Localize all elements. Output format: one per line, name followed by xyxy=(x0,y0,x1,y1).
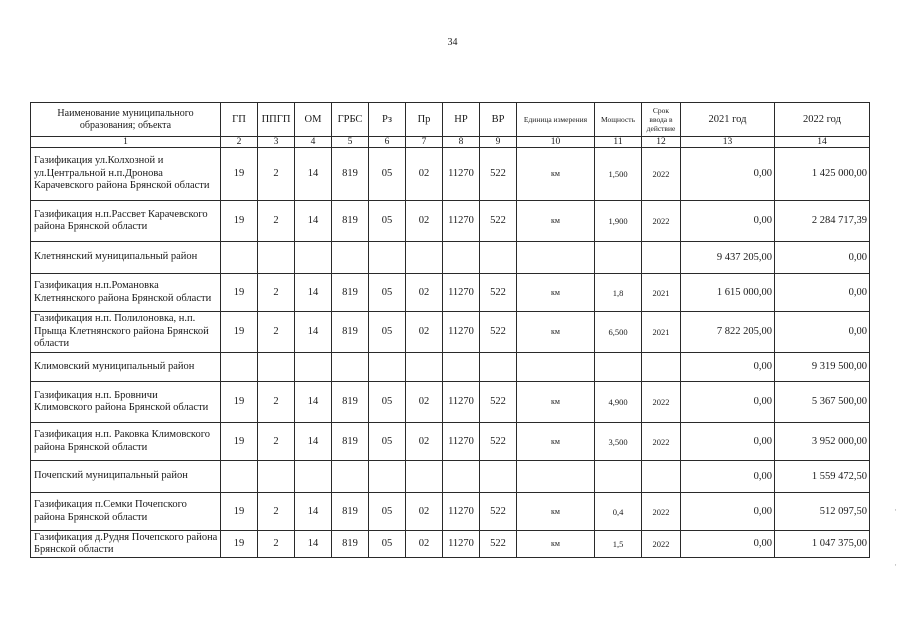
om-cell: 14 xyxy=(295,531,332,558)
y2022-cell: 1 425 000,00 xyxy=(775,148,870,201)
unit-cell: км xyxy=(517,201,595,242)
om-cell: 14 xyxy=(295,423,332,461)
table-row xyxy=(31,201,870,242)
object-name-cell: Газификация ул.Колхозной и ул.Центральной н.п.Дронова Карачевского района Брянской области xyxy=(31,148,221,201)
header-vr: ВР xyxy=(480,103,517,137)
capacity-cell: 4,900 xyxy=(595,382,642,423)
capacity-cell: 6,500 xyxy=(595,312,642,353)
table-row xyxy=(31,242,870,274)
y2021-cell: 7 822 205,00 xyxy=(681,312,775,353)
pr-cell: 02 xyxy=(406,423,443,461)
scan-artifact: · xyxy=(894,505,897,515)
table-row xyxy=(31,382,870,423)
deadline-cell: 2022 xyxy=(642,493,681,531)
vr-cell xyxy=(480,461,517,493)
y2021-cell: 0,00 xyxy=(681,531,775,558)
gp-cell: 19 xyxy=(221,423,258,461)
table-row xyxy=(31,353,870,382)
y2021-cell: 1 615 000,00 xyxy=(681,274,775,312)
grbs-cell: 819 xyxy=(332,531,369,558)
ppgp-cell xyxy=(258,242,295,274)
nr-cell xyxy=(443,242,480,274)
unit-cell xyxy=(517,353,595,382)
unit-cell: км xyxy=(517,423,595,461)
capacity-cell: 1,500 xyxy=(595,148,642,201)
pr-cell xyxy=(406,242,443,274)
unit-cell: км xyxy=(517,531,595,558)
header-rz: Рз xyxy=(369,103,406,137)
grbs-cell: 819 xyxy=(332,423,369,461)
rz-cell: 05 xyxy=(369,382,406,423)
vr-cell xyxy=(480,353,517,382)
unit-cell: км xyxy=(517,148,595,201)
pr-cell: 02 xyxy=(406,312,443,353)
deadline-cell xyxy=(642,353,681,382)
capacity-cell: 3,500 xyxy=(595,423,642,461)
y2021-cell: 0,00 xyxy=(681,382,775,423)
column-number: 3 xyxy=(258,137,295,148)
ppgp-cell xyxy=(258,461,295,493)
object-name-cell: Газификация н.п. Раковка Климовского района Брянской области xyxy=(31,423,221,461)
unit-cell xyxy=(517,461,595,493)
unit-cell: км xyxy=(517,493,595,531)
unit-cell: км xyxy=(517,312,595,353)
om-cell: 14 xyxy=(295,382,332,423)
y2022-cell: 5 367 500,00 xyxy=(775,382,870,423)
column-number: 9 xyxy=(480,137,517,148)
grbs-cell xyxy=(332,242,369,274)
rz-cell: 05 xyxy=(369,493,406,531)
y2021-cell: 0,00 xyxy=(681,148,775,201)
y2022-cell: 1 047 375,00 xyxy=(775,531,870,558)
om-cell: 14 xyxy=(295,312,332,353)
y2022-cell: 9 319 500,00 xyxy=(775,353,870,382)
header-row xyxy=(31,103,870,137)
table-row xyxy=(31,531,870,558)
table-row xyxy=(31,461,870,493)
header-pr: Пр xyxy=(406,103,443,137)
ppgp-cell xyxy=(258,353,295,382)
vr-cell: 522 xyxy=(480,423,517,461)
om-cell xyxy=(295,461,332,493)
object-name-cell: Газификация н.п.Рассвет Карачевского района Брянской области xyxy=(31,201,221,242)
object-name-cell: Газификация н.п. Бровничи Климовского района Брянской области xyxy=(31,382,221,423)
unit-cell xyxy=(517,242,595,274)
deadline-cell: 2022 xyxy=(642,201,681,242)
unit-cell: км xyxy=(517,274,595,312)
nr-cell: 11270 xyxy=(443,148,480,201)
gp-cell: 19 xyxy=(221,382,258,423)
object-name-cell: Клетнянский муниципальный район xyxy=(31,242,221,274)
rz-cell: 05 xyxy=(369,148,406,201)
vr-cell: 522 xyxy=(480,493,517,531)
header-nr: НР xyxy=(443,103,480,137)
scan-artifact: · xyxy=(894,560,897,570)
capacity-cell xyxy=(595,461,642,493)
nr-cell: 11270 xyxy=(443,423,480,461)
vr-cell: 522 xyxy=(480,382,517,423)
y2022-cell: 0,00 xyxy=(775,312,870,353)
nr-cell: 11270 xyxy=(443,201,480,242)
header-name: Наименование муниципального образования; объекта xyxy=(31,103,221,137)
column-number: 10 xyxy=(517,137,595,148)
rz-cell: 05 xyxy=(369,201,406,242)
deadline-cell xyxy=(642,242,681,274)
nr-cell: 11270 xyxy=(443,274,480,312)
grbs-cell: 819 xyxy=(332,493,369,531)
object-name-cell: Почепский муниципальный район xyxy=(31,461,221,493)
column-number: 4 xyxy=(295,137,332,148)
table-row xyxy=(31,312,870,353)
gp-cell xyxy=(221,242,258,274)
y2022-cell: 512 097,50 xyxy=(775,493,870,531)
deadline-cell: 2021 xyxy=(642,274,681,312)
pr-cell: 02 xyxy=(406,201,443,242)
column-number: 7 xyxy=(406,137,443,148)
y2022-cell: 1 559 472,50 xyxy=(775,461,870,493)
y2021-cell: 9 437 205,00 xyxy=(681,242,775,274)
column-number-row xyxy=(31,137,870,148)
deadline-cell: 2022 xyxy=(642,148,681,201)
om-cell: 14 xyxy=(295,201,332,242)
header-capacity: Мощность xyxy=(595,103,642,137)
ppgp-cell: 2 xyxy=(258,312,295,353)
column-number: 12 xyxy=(642,137,681,148)
object-name-cell: Газификация д.Рудня Почепского района Брянской области xyxy=(31,531,221,558)
y2022-cell: 0,00 xyxy=(775,242,870,274)
vr-cell: 522 xyxy=(480,274,517,312)
pr-cell: 02 xyxy=(406,148,443,201)
nr-cell xyxy=(443,353,480,382)
table-row xyxy=(31,493,870,531)
pr-cell: 02 xyxy=(406,493,443,531)
pr-cell: 02 xyxy=(406,531,443,558)
rz-cell: 05 xyxy=(369,312,406,353)
header-deadline: Срок ввода в действие xyxy=(642,103,681,137)
y2022-cell: 2 284 717,39 xyxy=(775,201,870,242)
capacity-cell: 1,8 xyxy=(595,274,642,312)
gp-cell: 19 xyxy=(221,493,258,531)
header-2022: 2022 год xyxy=(775,103,870,137)
deadline-cell xyxy=(642,461,681,493)
header-unit: Единица измерения xyxy=(517,103,595,137)
header-gp: ГП xyxy=(221,103,258,137)
om-cell xyxy=(295,242,332,274)
column-number: 1 xyxy=(31,137,221,148)
capacity-cell xyxy=(595,353,642,382)
object-name-cell: Газификация н.п.Романовка Клетнянского района Брянской области xyxy=(31,274,221,312)
page-number: 34 xyxy=(447,37,458,48)
grbs-cell xyxy=(332,461,369,493)
header-grbs: ГРБС xyxy=(332,103,369,137)
column-number: 13 xyxy=(681,137,775,148)
y2021-cell: 0,00 xyxy=(681,493,775,531)
nr-cell: 11270 xyxy=(443,382,480,423)
vr-cell xyxy=(480,242,517,274)
table-row xyxy=(31,423,870,461)
pr-cell: 02 xyxy=(406,382,443,423)
column-number: 14 xyxy=(775,137,870,148)
om-cell: 14 xyxy=(295,274,332,312)
pr-cell: 02 xyxy=(406,274,443,312)
nr-cell: 11270 xyxy=(443,312,480,353)
ppgp-cell: 2 xyxy=(258,201,295,242)
rz-cell: 05 xyxy=(369,274,406,312)
column-number: 6 xyxy=(369,137,406,148)
rz-cell xyxy=(369,353,406,382)
grbs-cell xyxy=(332,353,369,382)
pr-cell xyxy=(406,461,443,493)
y2022-cell: 0,00 xyxy=(775,274,870,312)
header-ppgp: ППГП xyxy=(258,103,295,137)
ppgp-cell: 2 xyxy=(258,148,295,201)
deadline-cell: 2021 xyxy=(642,312,681,353)
vr-cell: 522 xyxy=(480,531,517,558)
pr-cell xyxy=(406,353,443,382)
capacity-cell xyxy=(595,242,642,274)
header-2021: 2021 год xyxy=(681,103,775,137)
ppgp-cell: 2 xyxy=(258,274,295,312)
vr-cell: 522 xyxy=(480,201,517,242)
gp-cell: 19 xyxy=(221,531,258,558)
ppgp-cell: 2 xyxy=(258,423,295,461)
om-cell: 14 xyxy=(295,493,332,531)
table-row xyxy=(31,274,870,312)
budget-table xyxy=(30,102,870,558)
rz-cell xyxy=(369,461,406,493)
rz-cell: 05 xyxy=(369,531,406,558)
om-cell: 14 xyxy=(295,148,332,201)
deadline-cell: 2022 xyxy=(642,531,681,558)
column-number: 8 xyxy=(443,137,480,148)
ppgp-cell: 2 xyxy=(258,531,295,558)
gp-cell: 19 xyxy=(221,148,258,201)
ppgp-cell: 2 xyxy=(258,493,295,531)
y2021-cell: 0,00 xyxy=(681,423,775,461)
object-name-cell: Климовский муниципальный район xyxy=(31,353,221,382)
gp-cell: 19 xyxy=(221,312,258,353)
table-row xyxy=(31,148,870,201)
object-name-cell: Газификация н.п. Полилоновка, н.п. Прыща Клетнянского района Брянской области xyxy=(31,312,221,353)
grbs-cell: 819 xyxy=(332,148,369,201)
y2021-cell: 0,00 xyxy=(681,461,775,493)
grbs-cell: 819 xyxy=(332,312,369,353)
ppgp-cell: 2 xyxy=(258,382,295,423)
capacity-cell: 1,5 xyxy=(595,531,642,558)
y2021-cell: 0,00 xyxy=(681,201,775,242)
vr-cell: 522 xyxy=(480,148,517,201)
deadline-cell: 2022 xyxy=(642,423,681,461)
grbs-cell: 819 xyxy=(332,382,369,423)
y2022-cell: 3 952 000,00 xyxy=(775,423,870,461)
grbs-cell: 819 xyxy=(332,274,369,312)
capacity-cell: 0,4 xyxy=(595,493,642,531)
unit-cell: км xyxy=(517,382,595,423)
gp-cell xyxy=(221,353,258,382)
rz-cell xyxy=(369,242,406,274)
nr-cell: 11270 xyxy=(443,493,480,531)
column-number: 2 xyxy=(221,137,258,148)
gp-cell: 19 xyxy=(221,201,258,242)
header-om: ОМ xyxy=(295,103,332,137)
capacity-cell: 1,900 xyxy=(595,201,642,242)
y2021-cell: 0,00 xyxy=(681,353,775,382)
grbs-cell: 819 xyxy=(332,201,369,242)
gp-cell xyxy=(221,461,258,493)
om-cell xyxy=(295,353,332,382)
object-name-cell: Газификация п.Семки Почепского района Брянской области xyxy=(31,493,221,531)
nr-cell: 11270 xyxy=(443,531,480,558)
column-number: 5 xyxy=(332,137,369,148)
vr-cell: 522 xyxy=(480,312,517,353)
column-number: 11 xyxy=(595,137,642,148)
deadline-cell: 2022 xyxy=(642,382,681,423)
rz-cell: 05 xyxy=(369,423,406,461)
nr-cell xyxy=(443,461,480,493)
gp-cell: 19 xyxy=(221,274,258,312)
